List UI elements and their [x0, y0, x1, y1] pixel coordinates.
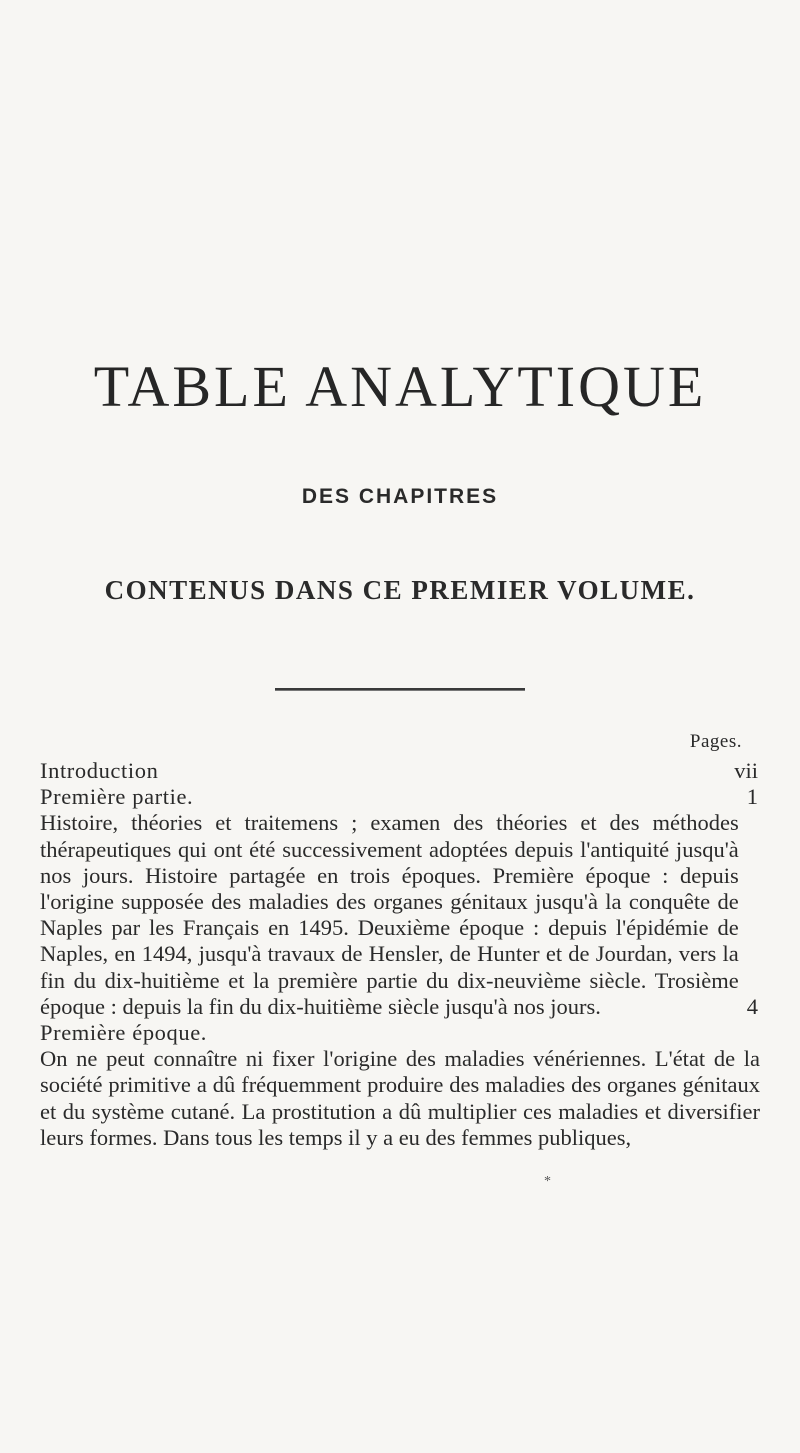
toc-entry-premiere-partie — [40, 784, 760, 810]
signature-mark: * — [544, 1174, 551, 1189]
page-subtitle: DES CHAPITRES — [301, 485, 499, 508]
pages-column-label: Pages. — [689, 731, 742, 752]
toc-entry-histoire — [40, 810, 760, 1020]
divider-rule — [275, 688, 525, 691]
toc-entry-premiere-epoque — [40, 1020, 760, 1046]
toc-entry-paragraph-origine: On ne peut connaître ni fixer l'origine des maladies vénériennes. L'état de la société primitive a dû fréquemment produire des maladies des organes génitaux et du système cutané. La prostitution a dû multiplier ces maladies et diversifier leurs formes. Dans tous les temps il y a eu des femmes publiques, — [40, 1046, 760, 1150]
toc-entry-introduction — [40, 758, 760, 784]
toc-entry-label: Première partie. — [40, 784, 194, 810]
page-title: TABLE ANALYTIQUE — [93, 354, 707, 419]
table-of-contents — [40, 758, 760, 1151]
toc-entry-label: Première époque. — [40, 1020, 208, 1046]
toc-entry-page: vii — [734, 758, 758, 783]
toc-entry-label: Introduction — [40, 758, 159, 783]
toc-entry-page: 4 — [746, 993, 758, 1019]
toc-entry-page: 1 — [746, 784, 758, 810]
page-subtitle-volume: CONTENUS DANS CE PREMIER VOLUME. — [104, 575, 696, 605]
toc-entry-paragraph: Histoire, théories et traitemens ; examen des théories et des méthodes thérapeutiques qui ont été successivement adoptées depuis l'antiquité jusqu'à nos jours. Histoire partagée en trois époques. Première époque : depuis l'origine supposée des maladies des organes génitaux jusqu'à la conquête de Naples par les Français en 1495. Deuxième époque : depuis l'épidémie de Naples, en 1494, jusqu'à travaux de Hensler, de Hunter et de Jourdan, vers la fin du dix-huitième et la première partie du dix-neuvième siècle. Trosième époque : depuis la fin du dix-huitième siècle jusqu'à nos jours. — [40, 810, 739, 1019]
